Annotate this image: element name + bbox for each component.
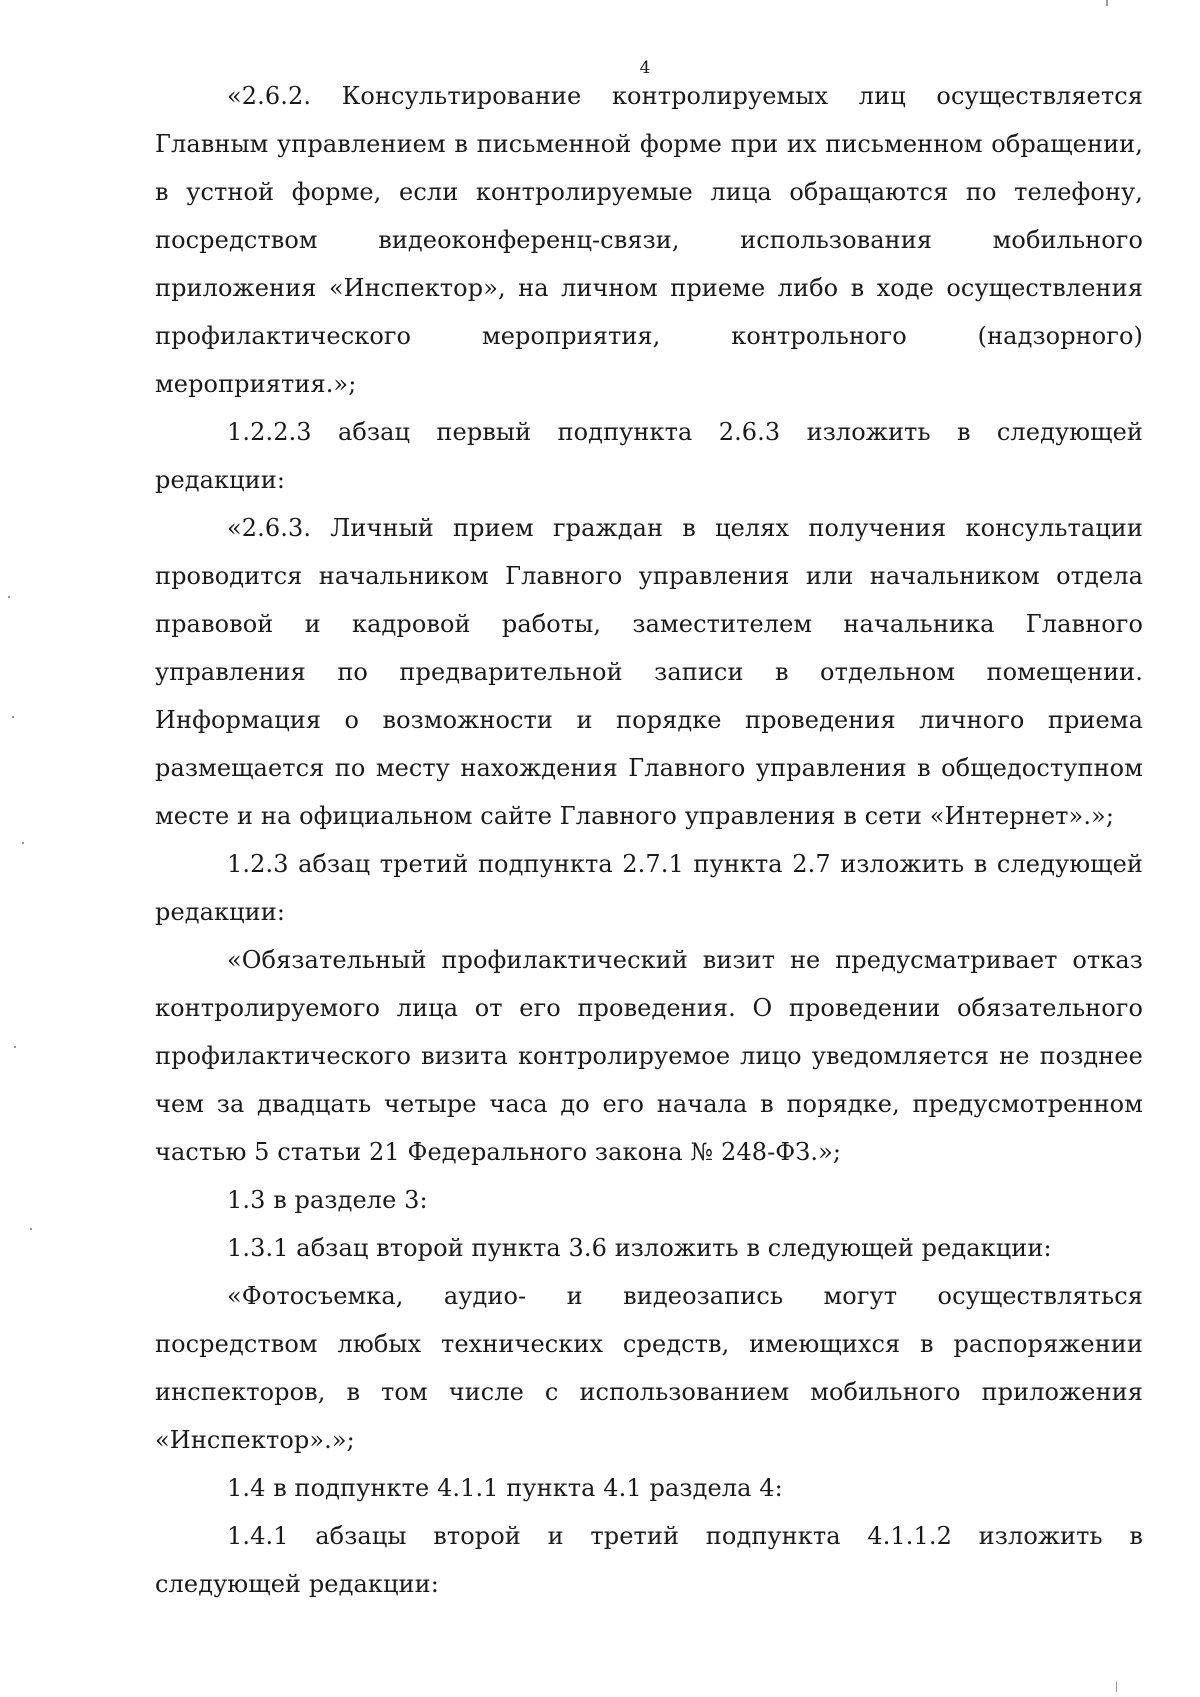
scan-speck (8, 596, 10, 598)
paragraph-2-6-3-text: «2.6.3. Личный прием граждан в целях получения консультации проводится начальником Главного управления или начальником отдела правовой и кадровой работы, заместителем начальника Главного управления по предварительной записи в отдельном помещении. Информация о возможности и порядке проведения личного приема размещается по месту нахождения Главного управления в общедоступном месте и на официальном сайте Главного управления в сети «Интернет».»; (155, 514, 1143, 830)
paragraph-photo-video-text: «Фотосъемка, аудио- и видеозапись могут осуществляться посредством любых технических средств, имеющихся в распоряжении инспекторов, в том числе с использованием мобильного приложения «Инспектор».»; (155, 1282, 1143, 1454)
paragraph-section-1-4: 1.4 в подпункте 4.1.1 пункта 4.1 раздела 4: (227, 1474, 783, 1502)
scan-speck (1116, 1682, 1117, 1692)
paragraph-2-6-2-text: «2.6.2. Консультирование контролируемых лиц осуществляется Главным управлением в письменной форме при их письменном обращении, в устной форме, если контролируемые лица обращаются по телефону, посредством видеоконференц-связи, использования мобильного приложения «Инспектор», на личном приеме либо в ходе осуществления профилактического мероприятия, контрольного (надзорного) мероприятия.»; (155, 82, 1143, 398)
document-body (155, 72, 1143, 1608)
scan-speck (12, 716, 14, 718)
paragraph-amendment-1-4-1: 1.4.1 абзацы второй и третий подпункта 4.1.1.2 изложить в следующей редакции: (155, 1522, 1143, 1598)
page-number: 4 (639, 58, 651, 78)
scan-speck (22, 842, 24, 844)
paragraph-amendment-1-3-1: 1.3.1 абзац второй пункта 3.6 изложить в следующей редакции: (227, 1234, 1052, 1262)
scan-speck (1106, 0, 1108, 6)
paragraph-section-1-3: 1.3 в разделе 3: (227, 1186, 428, 1214)
paragraph-amendment-1-2-2-3: 1.2.2.3 абзац первый подпункта 2.6.3 изложить в следующей редакции: (155, 418, 1143, 494)
paragraph-amendment-1-2-3: 1.2.3 абзац третий подпункта 2.7.1 пункта 2.7 изложить в следующей редакции: (155, 850, 1143, 926)
scan-speck (14, 1046, 16, 1048)
paragraph-mandatory-visit-text: «Обязательный профилактический визит не предусматривает отказ контролируемого лица от его проведения. О проведении обязательного профилактического визита контролируемое лицо уведомляется не позднее чем за двадцать четыре часа до его начала в порядке, предусмотренном частью 5 статьи 21 Федерального закона № 248-ФЗ.»; (155, 946, 1143, 1166)
scan-speck (30, 1228, 32, 1230)
